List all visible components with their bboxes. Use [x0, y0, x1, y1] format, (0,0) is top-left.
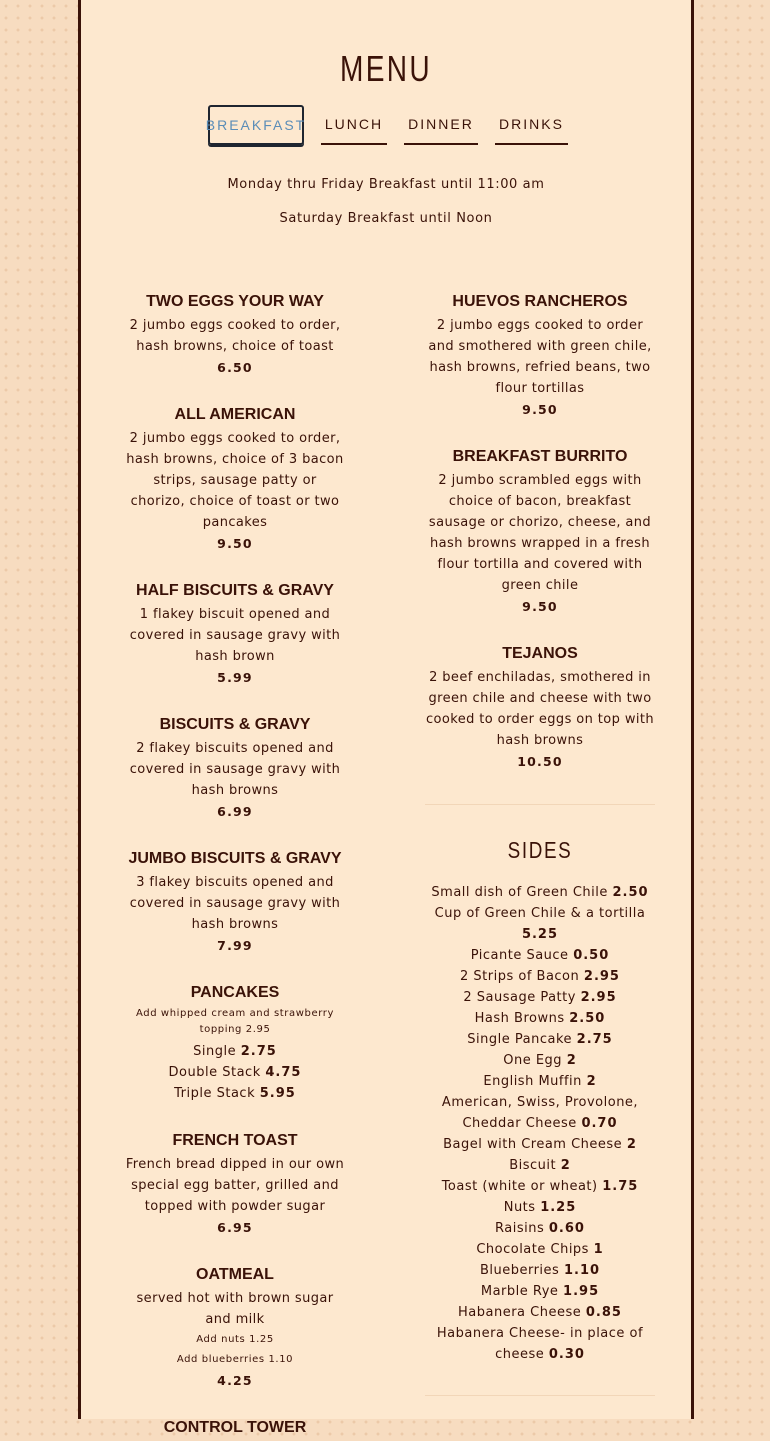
side-item-price: 1.25	[540, 1200, 577, 1215]
side-item-price: 0.30	[548, 1347, 585, 1362]
menu-item	[125, 1131, 345, 1238]
divider	[425, 804, 655, 805]
side-item-label: Nuts	[503, 1200, 536, 1215]
side-item	[425, 882, 655, 903]
page-title: MENU	[339, 48, 433, 89]
hours-weekday: Monday thru Friday Breakfast until 11:00 am	[227, 177, 545, 192]
side-item-label: Toast (white or wheat)	[441, 1179, 598, 1194]
side-item	[425, 903, 655, 945]
menu-item	[425, 292, 655, 420]
side-item	[425, 1176, 655, 1197]
item-name: JUMBO BISCUITS & GRAVY	[128, 850, 342, 867]
option-price: 4.75	[265, 1065, 302, 1080]
item-price: 6.50	[217, 360, 253, 375]
side-item-price: 1.10	[563, 1263, 601, 1278]
hours-saturday: Saturday Breakfast until Noon	[279, 211, 493, 226]
side-item-price: 2.50	[612, 885, 649, 900]
item-name: BISCUITS & GRAVY	[159, 716, 311, 733]
side-item-price: 0.50	[573, 948, 610, 963]
item-description: 2 beef enchiladas, smothered in green chile and cheese with two cooked to order eggs on top with hash browns	[425, 670, 655, 748]
side-item	[425, 1029, 655, 1050]
tab-drinks[interactable]: DRINKS	[495, 105, 568, 145]
side-item-label: Habanera Cheese	[458, 1305, 582, 1320]
side-item	[425, 1239, 655, 1260]
menu-panel	[78, 0, 694, 1436]
side-item-label: Bagel with Cream Cheese	[443, 1137, 623, 1152]
side-item	[425, 1197, 655, 1218]
side-item-label: Chocolate Chips	[476, 1242, 589, 1257]
pancakes-item	[125, 983, 345, 1104]
item-description: 2 flakey biscuits opened and covered in sausage gravy with hash browns	[129, 741, 341, 798]
side-item-price: 2.95	[580, 990, 617, 1005]
side-item-price: 2.75	[576, 1032, 613, 1047]
tab-lunch[interactable]: LUNCH	[321, 105, 387, 145]
side-item-label: Small dish of Green Chile	[431, 885, 608, 900]
side-item-label: Blueberries	[479, 1263, 560, 1278]
side-item-label: Marble Rye	[480, 1284, 559, 1299]
side-item-label: Raisins	[495, 1221, 545, 1236]
side-item-label: Picante Sauce	[470, 948, 569, 963]
menu-item	[125, 1418, 345, 1438]
item-price: 6.99	[217, 804, 253, 819]
item-price: 9.50	[522, 402, 558, 417]
item-description: 2 jumbo eggs cooked to order, hash browns, choice of 3 bacon strips, sausage patty or chorizo, choice of toast or two pancakes	[126, 431, 344, 530]
item-price: 10.50	[517, 754, 563, 769]
item-name: TEJANOS	[502, 645, 578, 662]
side-item-label: Habanera Cheese- in place of cheese	[436, 1326, 644, 1362]
side-item-label: Hash Browns	[474, 1011, 565, 1026]
left-column	[125, 292, 345, 1441]
side-item-price: 2.95	[583, 969, 620, 984]
side-item-price: 2	[586, 1074, 597, 1089]
menu-item	[425, 447, 655, 617]
side-item-price: 0.60	[548, 1221, 585, 1236]
option-price: 2.75	[240, 1044, 277, 1059]
tab-breakfast[interactable]: BREAKFAST	[208, 105, 304, 145]
item-price: 4.25	[217, 1373, 253, 1388]
menu-item	[125, 292, 345, 378]
side-item	[425, 1092, 655, 1134]
side-item-price: 1.95	[563, 1284, 600, 1299]
side-item-label: Single Pancake	[467, 1032, 573, 1047]
side-item-price: 2	[566, 1053, 577, 1068]
side-item	[425, 1218, 655, 1239]
item-addon: Add blueberries 1.10	[176, 1354, 294, 1365]
side-item	[425, 1323, 655, 1365]
item-name: OATMEAL	[196, 1266, 274, 1283]
side-item	[425, 966, 655, 987]
menu-item	[425, 644, 655, 772]
side-item-price: 0.70	[581, 1116, 618, 1131]
menu-tabs	[81, 105, 691, 147]
item-name: FRENCH TOAST	[172, 1132, 298, 1149]
item-name: ALL AMERICAN	[174, 406, 296, 423]
side-item-price: 5.25	[521, 927, 559, 942]
side-item-price: 1.75	[602, 1179, 639, 1194]
sides-list	[425, 882, 655, 1365]
side-item-price: 2	[626, 1137, 637, 1152]
side-item	[425, 1302, 655, 1323]
menu-item	[125, 581, 345, 688]
pancake-option: Triple Stack 5.95	[174, 1086, 296, 1101]
side-item-label: 2 Strips of Bacon	[460, 969, 580, 984]
side-item	[425, 945, 655, 966]
side-item	[425, 1071, 655, 1092]
menu-item	[125, 849, 345, 956]
side-item	[425, 1134, 655, 1155]
item-description: 3 flakey biscuits opened and covered in sausage gravy with hash browns	[129, 875, 341, 932]
divider	[425, 1395, 655, 1396]
side-item-label: Biscuit	[509, 1158, 557, 1173]
side-item-price: 1	[593, 1242, 604, 1257]
side-item	[425, 1281, 655, 1302]
menu-item	[125, 1265, 345, 1391]
pancake-option: Double Stack 4.75	[168, 1065, 302, 1080]
item-name: BREAKFAST BURRITO	[452, 448, 628, 465]
option-price: 5.95	[259, 1086, 296, 1101]
item-price: 7.99	[217, 938, 253, 953]
pancake-option: Single 2.75	[193, 1044, 277, 1059]
item-description: 2 jumbo eggs cooked to order, hash browns, choice of toast	[129, 318, 341, 354]
item-price: 5.99	[217, 670, 253, 685]
item-price: 9.50	[522, 599, 558, 614]
side-item-label: American, Swiss, Provolone, Cheddar Cheese	[441, 1095, 639, 1131]
item-description: 2 jumbo eggs cooked to order and smothered with green chile, hash browns, refried beans, two flour tortillas	[428, 318, 652, 396]
item-name: HUEVOS RANCHEROS	[452, 293, 628, 310]
side-item-label: One Egg	[503, 1053, 563, 1068]
side-item	[425, 1050, 655, 1071]
item-addon: Add nuts 1.25	[196, 1334, 274, 1345]
item-name: CONTROL TOWER	[163, 1419, 307, 1436]
item-name: HALF BISCUITS & GRAVY	[136, 582, 334, 599]
side-item-label: 2 Sausage Patty	[463, 990, 576, 1005]
item-name: PANCAKES	[190, 984, 280, 1001]
item-note: Add whipped cream and strawberry topping 2.95	[135, 1008, 334, 1035]
item-price: 9.50	[217, 536, 253, 551]
item-description: served hot with brown sugar and milk	[136, 1291, 334, 1327]
right-column	[425, 292, 655, 1396]
item-description: 2 jumbo scrambled eggs with choice of bacon, breakfast sausage or chorizo, cheese, and hash browns wrapped in a fresh flour tortilla and covered with green chile	[428, 473, 652, 593]
side-item-label: Cup of Green Chile & a tortilla	[434, 906, 646, 921]
sides-title: SIDES	[507, 837, 573, 863]
side-item-price: 0.85	[585, 1305, 622, 1320]
side-item	[425, 1260, 655, 1281]
tab-dinner[interactable]: DINNER	[404, 105, 478, 145]
item-description: French bread dipped in our own special egg batter, grilled and topped with powder sugar	[125, 1157, 345, 1214]
item-name: TWO EGGS YOUR WAY	[146, 293, 324, 310]
side-item-label: English Muffin	[483, 1074, 582, 1089]
side-item	[425, 1008, 655, 1029]
menu-item	[125, 715, 345, 822]
item-price: 6.95	[217, 1220, 253, 1235]
side-item	[425, 1155, 655, 1176]
menu-item	[125, 405, 345, 554]
side-item	[425, 987, 655, 1008]
item-description: 1 flakey biscuit opened and covered in sausage gravy with hash brown	[129, 607, 341, 664]
side-item-price: 2.50	[569, 1011, 606, 1026]
side-item-price: 2	[560, 1158, 571, 1173]
